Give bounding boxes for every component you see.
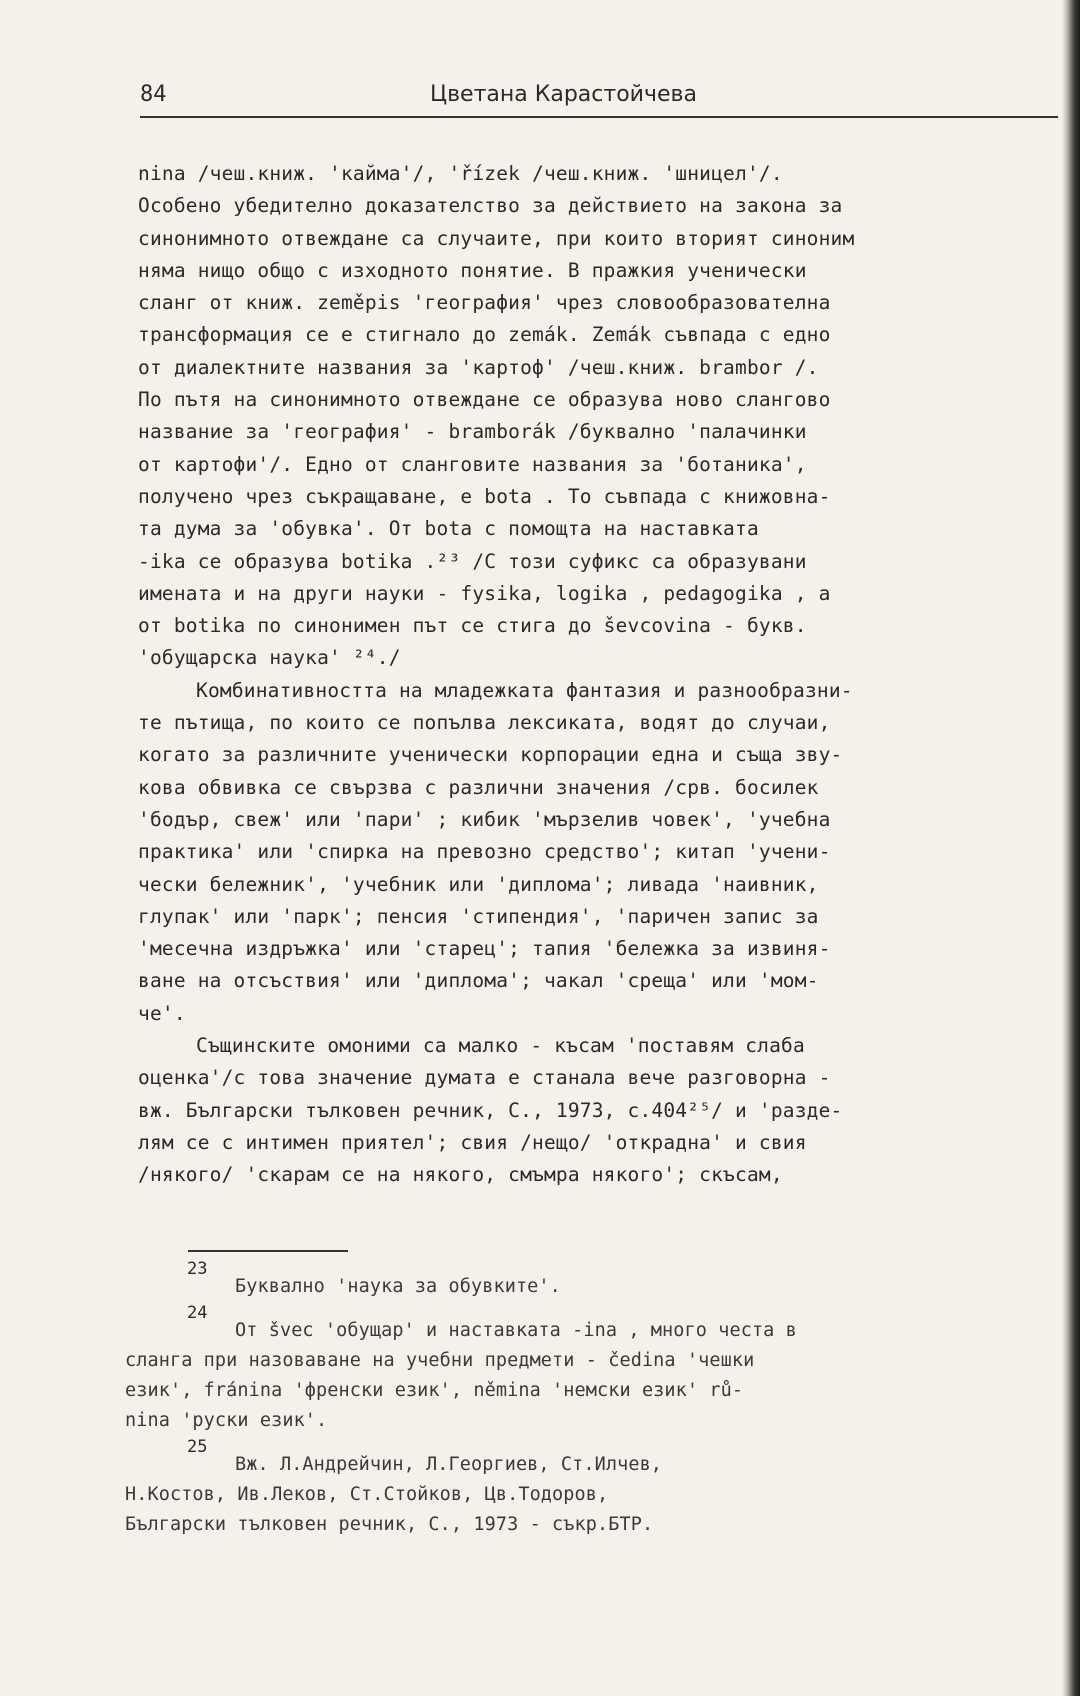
body-line: ване на отсъствия' или 'диплома'; чакал 'среща' или 'мом-: [138, 969, 819, 993]
running-head: Цветана Карастойчева: [430, 82, 697, 107]
body-line: название за 'география' - bramborák /буквално 'палачинки: [138, 420, 807, 444]
body-line: оценка'/с това значение думата е станала вече разговорна -: [138, 1066, 831, 1090]
body-line: няма нищо общо с изходното понятие. В пражкия ученически: [138, 258, 807, 282]
body-line: практика' или 'спирка на превозно средство'; китап 'учени-: [138, 840, 831, 864]
page-header: [140, 82, 1058, 122]
body-line: сланг от книж. zeměpis 'география' чрез словообразователна: [138, 291, 831, 315]
footnote-number: 25: [187, 1437, 208, 1457]
header-rule: [140, 116, 1058, 118]
body-line: имената и на други науки - fysika, logika , pedagogika , а: [138, 581, 831, 605]
footnote-line: език', fránina 'френски език', němina 'немски език' rů-: [125, 1380, 744, 1401]
body-line: лям се с интимен приятел'; свия /нещо/ 'открадна' и свия: [138, 1130, 807, 1154]
body-line: та дума за 'обувка'. От bota с помощта на наставката: [138, 517, 759, 541]
body-line: По пътя на синонимното отвеждане се образува ново сланговo: [138, 388, 831, 412]
body-line: когато за различните ученически корпорации една и съща зву-: [138, 743, 843, 767]
body-line: Същинските омоними са малко - късам 'поставям слаба: [196, 1034, 805, 1058]
body-line: чески бележник', 'учебник или 'диплома'; ливада 'наивник,: [138, 872, 819, 896]
footnote-number: 24: [187, 1303, 208, 1323]
footnote-line: nina 'руски език'.: [125, 1410, 328, 1431]
footnote-line: Български тълковен речник, С., 1973 - съкр.БТР.: [125, 1514, 654, 1535]
body-line: получено чрез съкращаване, е bota . То съвпада с книжовна-: [138, 484, 831, 508]
body-line: те пътища, по които се попълва лексиката, водят до случаи,: [138, 711, 831, 735]
body-line: -ika се образува botika .²³ /С този суфикс са образувани: [138, 549, 807, 573]
footnote-separator: [188, 1250, 348, 1252]
body-line: вж. Български тълковен речник, С., 1973, с.404²⁵/ и 'разде-: [138, 1098, 843, 1122]
footnote-number: 23: [187, 1259, 208, 1279]
body-line: от диалектните названия за 'картоф' /чеш.книж. brambor /.: [138, 355, 819, 379]
body-line: 'бодър, свеж' или 'пари' ; кибик 'мързелив човек', 'учебна: [138, 807, 831, 831]
body-text: [138, 158, 1062, 1192]
body-line: кова обвивка се свързва с различни значения /срв. босилек: [138, 775, 819, 799]
body-line: Особено убедително доказателство за действието на закона за: [138, 194, 843, 218]
footnote-line: сланга при назоваване на учебни предмети - čedina 'чешки: [125, 1350, 755, 1371]
footnote-line: Буквално 'наука за обувките'.: [235, 1276, 561, 1297]
footnotes: [125, 1258, 1062, 1540]
body-line: че'.: [138, 1001, 186, 1025]
body-line: nina /чеш.книж. 'кайма'/, 'řízek /чеш.книж. 'шницел'/.: [138, 162, 783, 185]
body-line: от botika по синонимен път се стига до ševcovina - букв.: [138, 614, 807, 638]
body-line: от картофи'/. Едно от сланговите названия за 'ботаника',: [138, 452, 807, 476]
footnote-line: Н.Костов, Ив.Леков, Ст.Стойков, Цв.Тодоров,: [125, 1484, 609, 1505]
footnote-23: [125, 1258, 1062, 1302]
body-line: синонимното отвеждане са случаите, при които вторият синоним: [138, 226, 855, 250]
page-edge-shadow: [1062, 0, 1080, 1696]
body-line: трансформация се е стигнало до zemák. Zemák съвпада с едно: [138, 323, 831, 347]
page-number: 84: [140, 82, 167, 107]
footnote-24: [125, 1302, 1062, 1436]
body-line: 'обущарска наука' ²⁴./: [138, 646, 401, 670]
footnote-line: От švec 'обущар' и наставката -ina , много честа в: [235, 1320, 797, 1341]
footnote-25: [125, 1436, 1062, 1540]
footnote-line: Вж. Л.Андрейчин, Л.Георгиев, Ст.Илчев,: [235, 1454, 663, 1475]
body-line: Комбинативността на младежката фантазия и разнообразни-: [196, 678, 853, 702]
body-line: глупак' или 'парк'; пенсия 'стипендия', 'паричен запис за: [138, 904, 819, 928]
body-line: /някого/ 'скарам се на някого, смъмра някого'; скъсам,: [138, 1163, 783, 1187]
body-line: 'месечна издръжка' или 'старец'; тапия 'бележка за извиня-: [138, 937, 831, 961]
